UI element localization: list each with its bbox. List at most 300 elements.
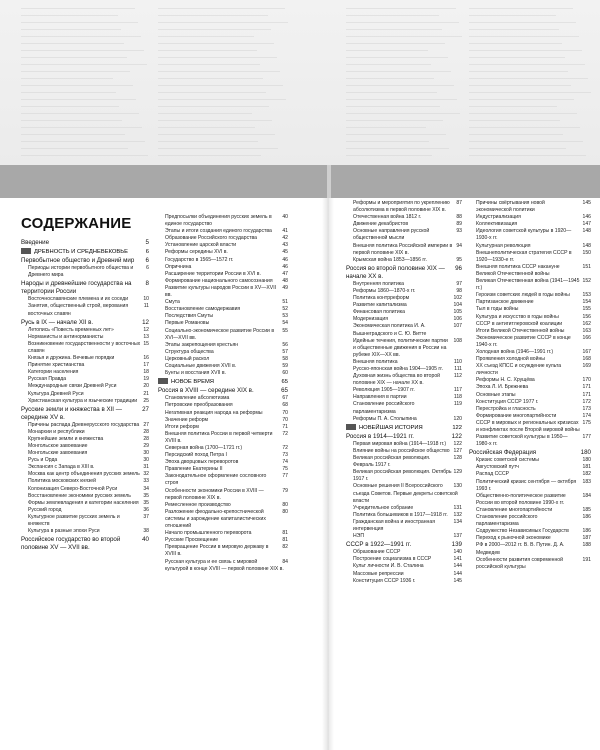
toc-entry	[469, 384, 591, 391]
toc-entry	[158, 320, 288, 327]
toc-entry	[21, 257, 149, 265]
toc-page-number: 81	[282, 530, 288, 537]
ghost-line	[21, 71, 130, 72]
ghost-line	[346, 134, 446, 135]
toc-entry-text: Гражданская война и иностранная интервенция	[353, 518, 435, 533]
toc-entry-text: Конституция СССР 1977 г.	[476, 398, 539, 405]
ghost-line	[469, 127, 580, 128]
toc-entry	[21, 398, 149, 405]
toc-entry	[346, 433, 462, 441]
toc-entry-text: Северная война (1700—1721 гг.)	[165, 445, 243, 452]
toc-entry	[469, 264, 591, 278]
toc-entry-text: Колонизация Северо-Восточной Руси	[28, 485, 118, 492]
ghost-line	[158, 43, 274, 44]
toc-page-number: 180	[582, 457, 591, 464]
toc-entry	[469, 406, 591, 413]
toc-entry-text: ХХ съезд КПСС и осуждение культа личности	[476, 363, 562, 377]
ghost-line	[346, 57, 448, 58]
toc-page-number: 182	[582, 471, 591, 478]
toc-entry	[21, 248, 149, 256]
ghost-line	[21, 22, 138, 23]
faded-text-lines	[0, 0, 600, 165]
toc-page-number: 31	[143, 464, 149, 471]
ghost-line	[21, 148, 128, 149]
ghost-line	[469, 64, 585, 65]
toc-entry-text: Первобытное общество и Древний мир	[21, 257, 135, 265]
toc-page-number: 169	[582, 363, 591, 370]
toc-entry-text: Россия в XVIII — середине XIX в.	[158, 387, 254, 395]
toc-entry-text: Великая Отечественная война (1941—1945 гг.)	[476, 278, 580, 292]
toc-entry-text: Культурная революция	[476, 242, 531, 249]
toc-entry-text: Внешнеполитическая стратегия СССР в 1920—1930-е гг.	[476, 249, 572, 263]
toc-entry-text: Структура общества	[165, 348, 214, 355]
toc-entry	[21, 464, 149, 471]
toc-entry	[469, 413, 591, 420]
toc-entry	[346, 309, 462, 316]
ghost-line	[346, 50, 428, 51]
ghost-line	[21, 50, 144, 51]
toc-entry-text: Восточнославянские племена и их соседи	[28, 296, 129, 303]
toc-entry	[346, 541, 462, 549]
toc-page-number: 137	[453, 533, 462, 540]
toc-entry	[469, 420, 591, 434]
toc-entry	[158, 271, 288, 278]
toc-entry	[469, 392, 591, 399]
toc-page-number: 71	[282, 423, 288, 430]
toc-page-number: 6	[146, 265, 149, 272]
ghost-line	[469, 148, 566, 149]
toc-entry-text: Формирование многопартийности	[476, 412, 557, 419]
toc-entry-text: Формы землевладения и категории населения	[28, 499, 139, 506]
toc-entry-text: Августовский путч	[476, 464, 519, 471]
toc-page-number: 36	[143, 506, 149, 513]
ghost-line	[21, 92, 116, 93]
toc-entry-text: Особенности экономики России в XVIII — первой половине XIX в.	[165, 487, 264, 501]
ghost-line	[21, 85, 133, 86]
toc-page-number: 40	[282, 214, 288, 220]
ghost-line	[21, 15, 118, 16]
toc-page-number: 144	[453, 563, 462, 570]
ghost-line	[346, 148, 449, 149]
toc-entry	[21, 319, 149, 327]
toc-entry-text: Реформы П. А. Столыпина	[353, 415, 417, 422]
toc-entry-text: Реформы Н. С. Хрущёва	[476, 377, 535, 384]
ghost-line	[158, 148, 278, 149]
toc-page-number: 163	[582, 327, 591, 334]
toc-page-number: 95	[456, 256, 462, 263]
toc-entry	[469, 479, 591, 493]
toc-page-number: 108	[453, 337, 462, 344]
toc-entry	[469, 377, 591, 384]
toc-entry	[21, 406, 149, 422]
toc-page-number: 146	[582, 214, 591, 221]
toc-entry	[21, 486, 149, 493]
toc-entry	[469, 214, 591, 221]
toc-entry-text: СССР в 1922—1991 гг.	[346, 541, 412, 549]
toc-page-number: 96	[455, 264, 462, 272]
toc-page-number: 102	[453, 295, 462, 302]
toc-entry-text: Причины свёртывания новой экономической политики	[476, 200, 545, 214]
ghost-line	[21, 64, 147, 65]
toc-entry-text: Особенности развития современной российской культуры	[476, 556, 563, 570]
toc-page-number: 175	[582, 419, 591, 426]
toc-entry	[158, 452, 288, 459]
ghost-line	[346, 141, 429, 142]
ghost-line	[21, 155, 148, 156]
toc-page-number: 54	[282, 320, 288, 327]
toc-entry-text: Принятие христианства	[28, 362, 85, 369]
toc-entry	[469, 471, 591, 478]
toc-page-number: 153	[582, 292, 591, 299]
toc-page-number: 57	[282, 348, 288, 355]
toc-entry-text: Политический кризис сентября — октября 1993 г.	[476, 478, 577, 492]
toc-entry-text: Русский город	[28, 506, 62, 513]
toc-entry	[158, 349, 288, 356]
toc-entry-text: Начало промышленного переворота	[165, 530, 252, 537]
toc-page-number: 29	[143, 442, 149, 449]
toc-entry	[346, 505, 462, 512]
ghost-line	[469, 15, 556, 16]
ghost-line	[469, 85, 571, 86]
toc-entry-text: Модернизация	[353, 316, 389, 323]
toc-entry-text: Развитие советской культуры в 1950—1980-х гг.	[476, 434, 568, 448]
toc-entry-text: Периоды истории первобытного общества и Древнего мира	[28, 265, 134, 279]
toc-entry-text: Культура Древней Руси	[28, 390, 84, 397]
toc-page-number: 32	[143, 471, 149, 478]
toc-entry	[469, 250, 591, 264]
toc-page-number: 56	[282, 341, 288, 348]
toc-entry-text: Политика московских князей	[28, 478, 96, 485]
toc-page-number: 77	[282, 473, 288, 480]
toc-page-number: 19	[143, 376, 149, 383]
toc-entry-text: Монархии и республики	[28, 428, 85, 435]
toc-page-number: 166	[582, 334, 591, 341]
toc-entry-text: Русская Правда	[28, 376, 67, 383]
toc-entry	[158, 502, 288, 509]
toc-entry-text: Москва как центр объединения русских земель	[28, 471, 140, 478]
ghost-line	[21, 127, 142, 128]
toc-page-number: 119	[453, 401, 462, 408]
ghost-line	[469, 71, 568, 72]
ghost-line	[158, 15, 268, 16]
toc-entry	[346, 214, 462, 221]
toc-entry-text: Отечественная война 1812 г.	[353, 214, 422, 221]
toc-entry-text: Первые Романовы	[165, 320, 210, 327]
toc-entry	[346, 316, 462, 323]
toc-entry-text: Церковный раскол	[165, 355, 210, 362]
toc-entry	[346, 533, 462, 540]
toc-page-number: 180	[580, 449, 591, 457]
ghost-line	[346, 85, 454, 86]
toc-page-number: 25	[143, 397, 149, 404]
toc-entry-text: Русская культура и ее связь с мировой культурой в конце XVIII — первой половине XIX в.	[165, 558, 284, 572]
ghost-line	[158, 64, 260, 65]
toc-entry-text: Внешняя политика СССР накануне Великой Отечественной войны	[476, 263, 560, 277]
toc-page-number: 156	[582, 313, 591, 320]
toc-entry-text: Индустриализация	[476, 214, 521, 221]
toc-entry	[158, 328, 288, 342]
toc-entry	[469, 328, 591, 335]
ghost-line	[158, 113, 252, 114]
ghost-line	[346, 106, 440, 107]
ghost-line	[158, 99, 286, 100]
toc-entry-text: Предпосылки объединения русских земель в единое государство	[165, 214, 272, 228]
toc-page-number: 49	[282, 284, 288, 291]
toc-page-number: 52	[282, 306, 288, 313]
toc-entry	[21, 391, 149, 398]
toc-entry-text: Этапы закрепощения крестьян	[165, 341, 239, 348]
toc-entry	[158, 537, 288, 544]
toc-entry-text: Первая мировая война (1914—1918 гг.)	[353, 440, 447, 447]
toc-page-number: 120	[453, 415, 462, 422]
toc-entry	[469, 278, 591, 292]
toc-entry-text: Летопись «Повесть временных лет»	[28, 326, 114, 333]
toc-entry-text: Проявления холодной войны	[476, 356, 545, 363]
toc-page-number: 46	[282, 256, 288, 263]
toc-entry-text: Основные решения II Всероссийского съезда Советов. Первые декреты советской власти	[353, 483, 458, 504]
toc-page-number: 111	[454, 365, 462, 372]
toc-page-number: 80	[282, 501, 288, 508]
toc-entry-text: Русско-японская война 1904—1905 гг.	[353, 365, 443, 372]
ghost-line	[158, 29, 271, 30]
toc-entry	[346, 257, 462, 264]
ghost-line	[21, 120, 122, 121]
toc-page-number: 144	[453, 570, 462, 577]
toc-entry-text: Учредительное собрание	[353, 504, 414, 511]
ghost-line	[469, 43, 562, 44]
toc-page-number: 131	[453, 504, 462, 511]
toc-entry	[21, 443, 149, 450]
toc-page-number: 38	[143, 528, 149, 535]
toc-page-number: 10	[143, 296, 149, 303]
toc-page-number: 28	[143, 428, 149, 435]
toc-page-number: 30	[143, 450, 149, 457]
toc-entry-text: Реформы 1860—1870-х гг.	[353, 287, 416, 294]
ghost-line	[158, 106, 269, 107]
toc-entry-text: Внутренняя политика	[353, 280, 404, 287]
toc-entry-text: Россия во второй половине XIX — начале XX в.	[346, 264, 445, 280]
toc-page-number: 183	[582, 478, 591, 485]
toc-entry-text: Становление абсолютизма	[165, 395, 230, 402]
toc-page-number: 122	[451, 432, 462, 440]
toc-entry-text: Внешняя политика Российской империи в первой половине XIX в.	[353, 242, 453, 256]
ghost-line	[346, 8, 456, 9]
toc-entry-text: Великая российская революция. Октябрь 1917 г.	[353, 469, 452, 483]
toc-entry	[21, 507, 149, 514]
ghost-line	[469, 155, 586, 156]
toc-page-number: 98	[456, 287, 462, 294]
toc-entry	[21, 239, 149, 247]
toc-entry-text: Правление Екатерины II	[165, 466, 223, 473]
toc-entry-text: Становление многопартийности	[476, 506, 553, 513]
toc-entry	[158, 559, 288, 573]
toc-page-number: 110	[453, 358, 462, 365]
toc-entry-text: Политика большевиков в 1917—1918 гг.	[353, 511, 448, 518]
toc-page-number: 51	[282, 299, 288, 306]
toc-entry-text: НОВЕЙШАЯ ИСТОРИЯ	[359, 424, 423, 431]
ghost-line	[21, 134, 125, 135]
toc-entry-text: Христианская культура и языческие традиции	[28, 397, 138, 404]
toc-entry	[469, 399, 591, 406]
toc-entry	[21, 429, 149, 436]
toc-entry-text: Культурное развитие русских земель и княжеств	[28, 513, 120, 528]
ghost-line	[21, 36, 141, 37]
toc-page-number: 73	[282, 452, 288, 459]
ghost-line	[158, 120, 272, 121]
toc-entry	[346, 295, 462, 302]
ghost-line	[469, 8, 573, 9]
toc-entry	[158, 466, 288, 473]
toc-page-number: 181	[582, 464, 591, 471]
toc-page-number: 140	[453, 549, 462, 556]
toc-entry-text: Основные этапы	[476, 391, 516, 398]
toc-entry	[158, 370, 288, 377]
toc-entry	[21, 493, 149, 500]
toc-page-number: 148	[582, 228, 591, 235]
ghost-line	[469, 99, 574, 100]
toc-entry	[346, 243, 462, 257]
toc-entry	[158, 530, 288, 537]
toc-page-number: 67	[282, 395, 288, 402]
toc-page-number: 186	[582, 514, 591, 521]
ghost-line	[21, 57, 127, 58]
toc-entry-text: Князья и дружина. Вечевые порядки	[28, 355, 115, 362]
toc-entry-text: Русские Просвещение	[165, 537, 219, 544]
toc-entry	[21, 280, 149, 296]
toc-entry-text: Становление российского парламентаризма	[353, 401, 415, 415]
ghost-line	[346, 15, 439, 16]
toc-page-number: 60	[282, 370, 288, 377]
toc-entry-text: РФ в 2000—2012 гг. В. В. Путин. Д. А. Медведев	[476, 542, 565, 556]
toc-page-number: 65	[281, 387, 288, 395]
toc-page-number: 41	[282, 228, 288, 235]
toc-entry	[469, 306, 591, 313]
toc-entry-text: Движение декабристов	[353, 221, 409, 228]
toc-entry-text: НЭП	[353, 533, 365, 540]
toc-page-number: 171	[582, 391, 591, 398]
toc-page-number: 47	[282, 270, 288, 277]
toc-entry-text: Русские земли и княжества в XII — середине XV в.	[21, 405, 122, 421]
ghost-line	[158, 36, 254, 37]
toc-entry	[21, 369, 149, 376]
toc-entry	[346, 578, 462, 585]
toc-page-number: 188	[582, 542, 591, 549]
toc-entry	[469, 314, 591, 321]
toc-page-number: 186	[582, 528, 591, 535]
toc-entry	[158, 214, 288, 228]
toc-page-number: 118	[453, 394, 462, 401]
ghost-line	[469, 134, 563, 135]
ghost-line	[346, 127, 426, 128]
toc-entry	[469, 349, 591, 356]
toc-page-number: 89	[456, 221, 462, 228]
toc-page-number: 150	[582, 249, 591, 256]
ghost-line	[21, 8, 135, 9]
toc-entry-text: Основные направления русской общественной мысли	[353, 228, 430, 242]
toc-entry	[469, 493, 591, 507]
toc-entry-text: Государство в 1565—1572 гг.	[165, 256, 234, 263]
toc-entry-text: Партизанское движение	[476, 299, 534, 306]
toc-page-number: 45	[282, 249, 288, 256]
toc-page-number: 37	[143, 513, 149, 520]
toc-entry	[469, 356, 591, 363]
previous-page-fold	[0, 0, 600, 165]
toc-entry-text: Конституция СССР 1936 г.	[353, 577, 416, 584]
ghost-line	[21, 29, 121, 30]
toc-page-number: 87	[456, 200, 462, 206]
toc-entry-text: ДРЕВНОСТЬ И СРЕДНЕВЕКОВЬЕ	[34, 249, 128, 255]
toc-entry-text: Российское государство во второй половине XV — XVII вв.	[21, 536, 121, 552]
toc-entry-text: Переход к рыночной экономике	[476, 535, 551, 542]
toc-page-number: 34	[143, 485, 149, 492]
toc-page-number: 18	[143, 369, 149, 376]
toc-entry-text: Революция 1905—1907 гг.	[353, 387, 415, 394]
toc-page-number: 81	[282, 537, 288, 544]
toc-entry-text: Монгольские завоевания	[28, 450, 88, 457]
ghost-line	[21, 141, 145, 142]
ghost-line	[346, 29, 442, 30]
toc-entry	[469, 363, 591, 377]
toc-page-number: 97	[456, 280, 462, 287]
ghost-line	[158, 141, 258, 142]
page-title: СОДЕРЖАНИЕ	[21, 215, 132, 232]
toc-entry-text: Монгольское завоевание	[28, 442, 88, 449]
toc-entry	[158, 356, 288, 363]
toc-entry	[346, 519, 462, 533]
toc-entry-text: Реформы середины XVI в.	[165, 249, 228, 256]
toc-entry-text: Распад СССР	[476, 471, 510, 478]
toc-page-number: 84	[282, 558, 288, 565]
toc-entry	[346, 571, 462, 578]
ghost-line	[158, 78, 263, 79]
toc-entry-text: Законодательное оформление сословного строя	[165, 473, 267, 487]
toc-entry	[346, 387, 462, 394]
toc-entry	[21, 514, 149, 528]
ghost-line	[21, 113, 139, 114]
toc-page-number: 148	[582, 242, 591, 249]
ghost-line	[469, 29, 559, 30]
toc-page-number: 155	[582, 306, 591, 313]
toc-entry	[346, 359, 462, 366]
toc-page-number: 167	[582, 348, 591, 355]
toc-entry-text: Внешняя политика России в первой четверти XVIII в.	[165, 430, 273, 444]
toc-entry	[158, 395, 288, 402]
toc-page-number: 75	[282, 466, 288, 473]
section-marker-icon	[158, 378, 168, 384]
toc-entry-text: Направления в партии	[353, 394, 407, 401]
ghost-line	[158, 134, 275, 135]
toc-page-number: 65	[281, 379, 288, 386]
toc-entry-text: Последствия Смуты	[165, 313, 214, 320]
toc-page-number: 106	[453, 316, 462, 323]
ghost-line	[21, 43, 124, 44]
toc-entry	[346, 563, 462, 570]
toc-entry	[158, 417, 288, 424]
ghost-line	[158, 50, 257, 51]
toc-entry	[158, 488, 288, 502]
toc-page-number: 74	[282, 459, 288, 466]
toc-page-number: 53	[282, 313, 288, 320]
toc-entry-text: Экспансия с Запада в XIII в.	[28, 464, 95, 471]
toc-entry-text: Народы и древнейшие государства на территории России	[21, 280, 132, 296]
toc-entry-text: Перестройка и гласность	[476, 405, 536, 412]
toc-entry-text: Расширение территории России в XVI в.	[165, 270, 261, 277]
toc-entry-text: Ремесленное производство	[165, 501, 231, 508]
toc-page-number: 132	[453, 511, 462, 518]
toc-entry	[158, 313, 288, 320]
toc-entry	[21, 327, 149, 334]
toc-entry	[346, 416, 462, 423]
